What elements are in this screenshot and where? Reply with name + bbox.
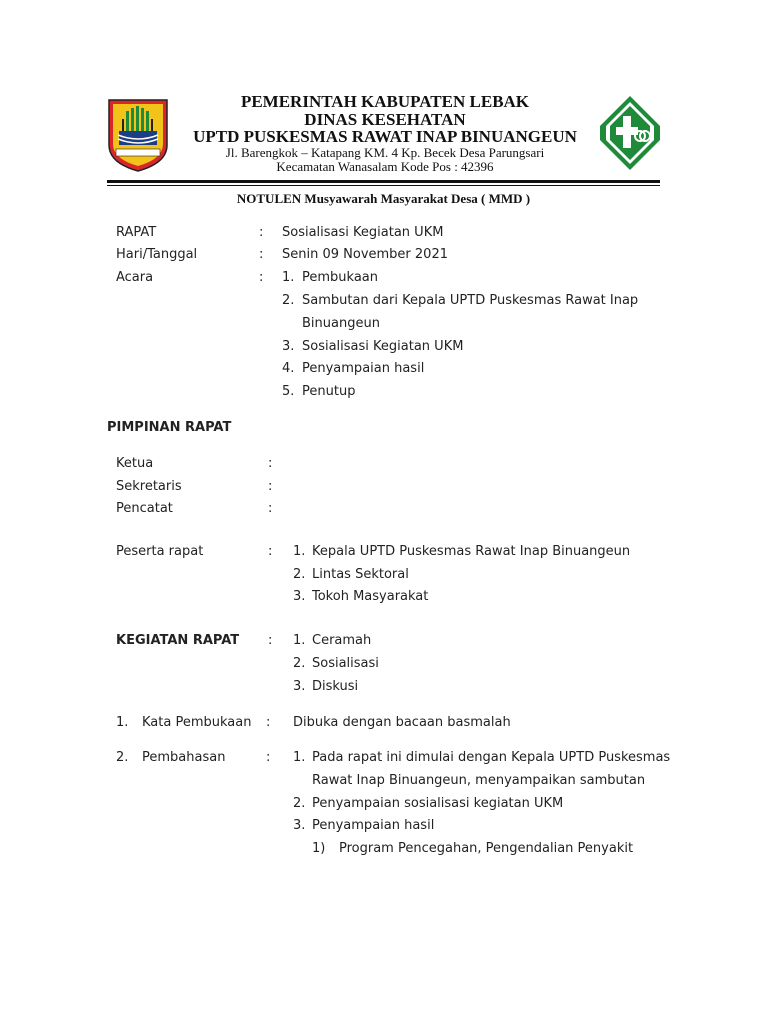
section-1-value: Dibuka dengan bacaan basmalah [293, 715, 511, 730]
section-1-label: Kata Pembukaan [142, 715, 252, 730]
ketua-label: Ketua [116, 456, 154, 471]
acara-item: Pembukaan [302, 270, 379, 285]
pembahasan-item-no: 3. [293, 818, 306, 833]
kegiatan-item: Ceramah [312, 633, 372, 648]
peserta-item: Kepala UPTD Puskesmas Rawat Inap Binuangeun [312, 544, 631, 559]
section-1-number: 1. [116, 715, 129, 730]
kegiatan-heading: KEGIATAN RAPAT [116, 633, 240, 648]
pembahasan-item: Penyampaian sosialisasi kegiatan UKM [312, 796, 564, 811]
colon: : [268, 501, 273, 516]
header-line-2: DINAS KESEHATAN [304, 110, 466, 129]
kegiatan-item-no: 1. [293, 633, 306, 648]
colon: : [266, 715, 271, 730]
acara-item-no: 1. [282, 270, 295, 285]
header-address-2: Kecamatan Wanasalam Kode Pos : 42396 [276, 159, 494, 174]
colon: : [268, 544, 273, 559]
acara-item: Sambutan dari Kepala UPTD Puskesmas Rawat Inap [302, 293, 639, 308]
acara-item-no: 4. [282, 361, 295, 376]
colon: : [259, 270, 264, 285]
acara-item: Penyampaian hasil [302, 361, 425, 376]
pembahasan-item: Pada rapat ini dimulai dengan Kepala UPTD Puskesmas [312, 750, 671, 765]
acara-item-continued: Binuangeun [302, 316, 380, 331]
pembahasan-sub-item: Program Pencegahan, Pengendalian Penyakit [339, 841, 634, 856]
kegiatan-item: Diskusi [312, 679, 359, 694]
colon: : [266, 750, 271, 765]
tanggal-label: Hari/Tanggal [116, 247, 198, 262]
rapat-value: Sosialisasi Kegiatan UKM [282, 225, 444, 240]
acara-item-no: 5. [282, 384, 295, 399]
colon: : [268, 633, 273, 648]
lebak-regency-emblem-icon [106, 97, 170, 173]
peserta-item: Lintas Sektoral [312, 567, 409, 582]
puskesmas-cross-icon [598, 94, 662, 172]
pembahasan-item-no: 1. [293, 750, 306, 765]
colon: : [268, 456, 273, 471]
acara-item-no: 2. [282, 293, 295, 308]
acara-item-no: 3. [282, 339, 295, 354]
pembahasan-item: Penyampaian hasil [312, 818, 435, 833]
section-2-number: 2. [116, 750, 129, 765]
colon: : [259, 225, 264, 240]
pencatat-label: Pencatat [116, 501, 173, 516]
pembahasan-item-no: 2. [293, 796, 306, 811]
colon: : [259, 247, 264, 262]
pimpinan-heading: PIMPINAN RAPAT [107, 420, 232, 435]
pembahasan-item-continued: Rawat Inap Binuangeun, menyampaikan sambutan [312, 773, 646, 788]
tanggal-value: Senin 09 November 2021 [282, 247, 448, 262]
header-address-1: Jl. Barengkok – Katapang KM. 4 Kp. Becek Desa Parungsari [225, 145, 545, 160]
kegiatan-item-no: 3. [293, 679, 306, 694]
acara-label: Acara [116, 270, 154, 285]
peserta-item: Tokoh Masyarakat [312, 589, 429, 604]
acara-item: Penutup [302, 384, 356, 399]
section-2-label: Pembahasan [142, 750, 226, 765]
colon: : [268, 479, 273, 494]
kegiatan-item: Sosialisasi [312, 656, 379, 671]
kegiatan-item-no: 2. [293, 656, 306, 671]
peserta-item-no: 1. [293, 544, 306, 559]
header-divider-thick [107, 180, 660, 183]
peserta-item-no: 2. [293, 567, 306, 582]
acara-item: Sosialisasi Kegiatan UKM [302, 339, 464, 354]
peserta-label: Peserta rapat [116, 544, 204, 559]
peserta-item-no: 3. [293, 589, 306, 604]
document-title: NOTULEN Musyawarah Masyarakat Desa ( MMD ) [236, 191, 531, 206]
header-line-1: PEMERINTAH KABUPATEN LEBAK [240, 92, 530, 111]
sekretaris-label: Sekretaris [116, 479, 182, 494]
pembahasan-sub-number: 1) [312, 841, 326, 856]
header-line-3: UPTD PUSKESMAS RAWAT INAP BINUANGEUN [193, 127, 577, 146]
header-divider-thin [107, 185, 660, 186]
rapat-label: RAPAT [116, 225, 157, 240]
